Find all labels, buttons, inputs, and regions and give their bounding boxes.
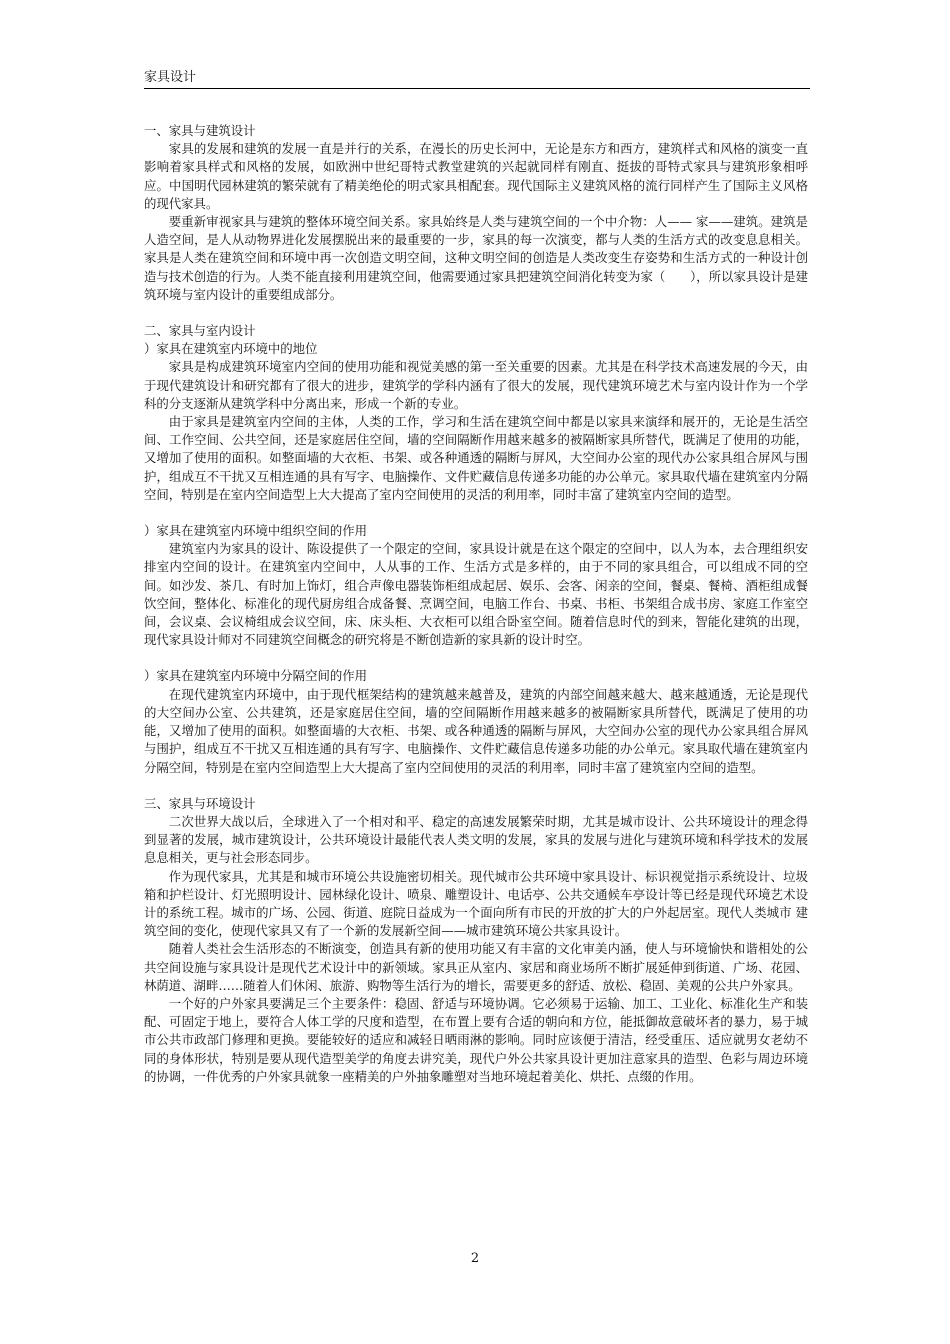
paragraph: 家具是构成建筑环境室内空间的使用功能和视觉美感的第一至关重要的因素。尤其是在科学技术高速发展的今天，由于现代建筑设计和研究都有了很大的进步，建筑学的学科内涵有了很大的发展，现代建筑环境艺术与室内设计作为一个学科的分支逐渐从建筑学科中分离出来，形成一个新的专业。 — [144, 359, 808, 411]
paragraph: 二次世界大战以后，全球进入了一个相对和平、稳定的高速发展繁荣时期，尤其是城市设计、公共环境设计的理念得到显著的发展，城市建筑设计，公共环境设计最能代表人类文明的发展，家具的发展与进化与建筑环境和科学技术的发展息息相关，更与社会形态同步。 — [144, 813, 808, 866]
running-header: 家具设计 — [144, 70, 197, 85]
spacer — [144, 649, 808, 667]
spacer — [144, 504, 808, 522]
subsection-heading: ）家具在建筑室内环境中的地位 — [144, 341, 318, 357]
section-heading: 一、家具与建筑设计 — [144, 123, 256, 138]
paragraph: 家具的发展和建筑的发展一直是并行的关系，在漫长的历史长河中，无论是东方和西方，建筑样式和风格的演变一直影响着家具样式和风格的发展，如欧洲中世纪哥特式教堂建筑的兴起就同样有刚直、挺拔的哥特式家具与建筑形象相呼应。中国明代园林建筑的繁荣就有了精美绝伦的明式家具相配套。现代国际主义建筑风格的流行同样产生了国际主义风格的现代家具。 — [144, 141, 808, 211]
subsection-heading: ）家具在建筑室内环境中组织空间的作用 — [144, 523, 368, 539]
paragraph: 一个好的户外家具要满足三个主要条件：稳固、舒适与环境协调。它必须易于运输、加工、工业化、标准化生产和装配、可固定于地上，要符合人体工学的尺度和造型，在布置上要有合适的朝向和方位，能抵御故意破坏者的暴力，易于城市公共市政部门修理和更换。要能较好的适应和减轻日晒雨淋的影响。同时应该便于清洁，经受重压、适应就男女老幼不同的身体形状，特别是要从现代造型美学的角度去讲究美，现代户外公共家具设计更加注意家具的造型、色彩与周边环境的协调，一件优秀的户外家具就象一座精美的户外抽象雕塑对当地环境起着美化、烘托、点缀的作用。 — [144, 995, 808, 1084]
header-rule — [144, 88, 810, 89]
spacer — [144, 304, 808, 322]
page-number: 2 — [470, 1251, 480, 1266]
subsection-heading: ）家具在建筑室内环境中分隔空间的作用 — [144, 668, 368, 684]
spacer — [144, 777, 808, 795]
paragraph: 建筑室内为家具的设计、陈设提供了一个限定的空间，家具设计就是在这个限定的空间中，以人为本，去合理组织安排室内空间的设计。在建筑室内空间中，人从事的工作、生活方式是多样的，由于不同的家具组合，可以组成不同的空间。如沙发、茶几、有时加上饰灯，组合声像电器装饰柜组成起居、娱乐、会客、闲亲的空间，餐桌、餐椅、酒柜组成餐饮空间，整体化、标准化的现代厨房组合成备餐、烹调空间，电脑工作台、书桌、书柜、书架组合成书房、家庭工作室空间，会议桌、会议椅组成会议空间，床、床头柜、大衣柜可以组合卧室空间。随着信息时代的到来，智能化建筑的出现，现代家具设计师对不同建筑空间概念的研究将是不断创造新的家具新的设计时空。 — [144, 541, 808, 648]
section-heading: 二、家具与室内设计 — [144, 323, 256, 339]
paragraph: 由于家具是建筑室内空间的主体，人类的工作，学习和生活在建筑空间中都是以家具来演绎和展开的，无论是生活空间、工作空间、公共空间，还是家庭居住空间，墙的空间隔断作用越来越多的被隔断家具所替代，既满足了使用的功能，又增加了使用的面积。如整面墙的大衣柜、书架、或各种通透的隔断与屏风，大空间办公室的现代办公家具组合屏风与围护，组成互不干扰又互相连通的具有写字、电脑操作、文件贮藏信息传递多功能的办公单元。家具取代墙在建筑室内分隔空间，特别是在室内空间造型上大大提高了室内空间使用的灵活的利用率，同时丰富了建筑室内空间的造型。 — [144, 414, 808, 502]
document-body — [144, 122, 808, 1086]
section-heading: 三、家具与环境设计 — [144, 795, 256, 811]
paragraph: 要重新审视家具与建筑的整体环境空间关系。家具始终是人类与建筑空间的一个中介物：人—— 家——建筑。建筑是人造空间，是人从动物界进化发展摆脱出来的最重要的一步，家具的每一次演变，都与人类的生活方式的改变息息相关。家具是人类在建筑空间和环境中再一次创造文明空间，这种文明空间的创造是人类改变生存姿势和生活方式的一种设计创造与技术创造的行为。人类不能直接利用建筑空间，他需要通过家具把建筑空间消化转变为家（ ），所以家具设计是建筑环境与室内设计的重要组成部分。 — [144, 214, 808, 302]
paragraph: 作为现代家具，尤其是和城市环境公共设施密切相关。现代城市公共环境中家具设计、标识视觉指示系统设计、垃圾箱和护栏设计、灯光照明设计、园林绿化设计、喷泉、雕塑设计、电话亭、公共交通候车亭设计等已经是现代环境艺术设计的系统工程。城市的广场、公园、街道、庭院日益成为一个面向所有市民的开放的扩大的户外起居室。现代人类城市 建筑空间的变化，使现代家具又有了一个新的发展新空间——城市建筑环境公共家具设计。 — [144, 868, 808, 939]
paragraph: 在现代建筑室内环境中，由于现代框架结构的建筑越来越普及，建筑的内部空间越来越大、越来越通透，无论是现代的大空间办公室、公共建筑，还是家庭居住空间，墙的空间隔断作用越来越多的被隔断家具所替代，既满足了使用的功能，又增加了使用的面积。如整面墙的大衣柜、书架、或各种通透的隔断与屏风，大空间办公室的现代办公家具组合屏风与围护，组成互不干扰又互相连通的具有写字、电脑操作、文件贮藏信息传递多功能的办公单元。家具取代墙在建筑室内分隔空间，特别是在室内空间造型上大大提高了室内空间使用的灵活的利用率，同时丰富了建筑室内空间的造型。 — [144, 686, 808, 775]
paragraph: 随着人类社会生活形态的不断演变，创造具有新的使用功能又有丰富的文化审美内涵，使人与环境愉快和谐相处的公共空间设施与家具设计是现代艺术设计中的新领域。家具正从室内、家居和商业场所不断扩展延伸到街道、广场、花园、林荫道、湖畔……随着人们休闲、旅游、购物等生活行为的增长，需要更多的舒适、放松、稳固、美观的公共户外家具。 — [144, 941, 808, 993]
